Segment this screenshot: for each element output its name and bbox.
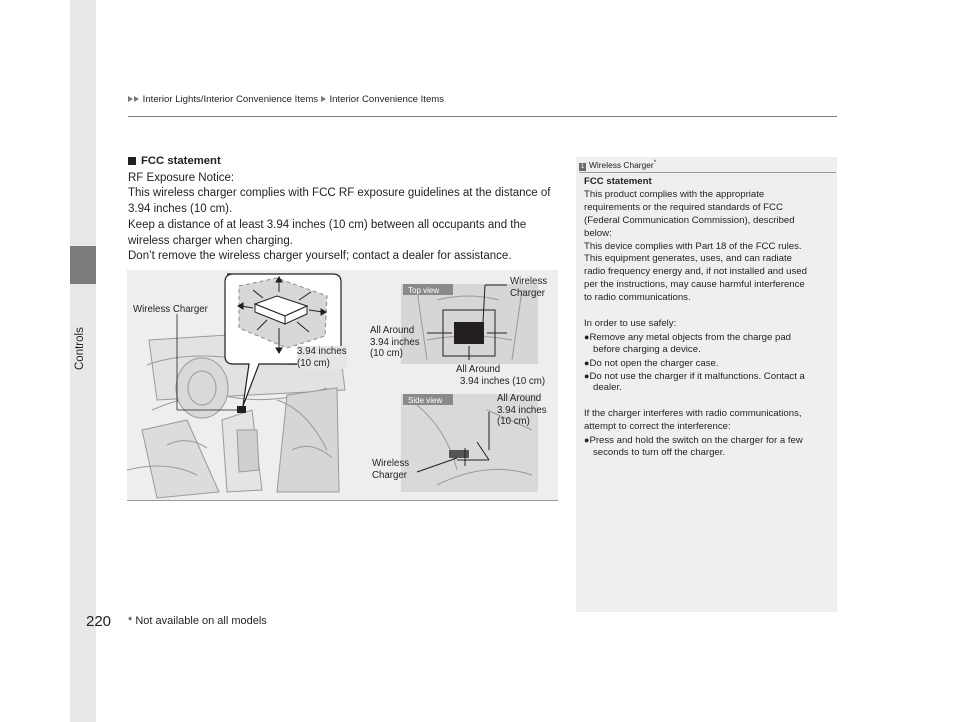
note-line: before charging a device. (593, 343, 701, 355)
charger-illustration (127, 270, 558, 501)
breadcrumb (128, 94, 444, 105)
label-distance-main: 3.94 inches (10 cm) (297, 346, 347, 369)
charger-pad-side (449, 450, 469, 458)
bullet-icon: ● (584, 331, 590, 342)
label-top-wireless-charger: Wireless Charger (510, 276, 548, 299)
note-line: below: (584, 227, 612, 239)
breadcrumb-item[interactable]: Interior Convenience Items (329, 94, 445, 105)
label-top-all-around: All Around 3.94 inches (10 cm) (370, 325, 420, 359)
note-line: This equipment generates, uses, and can radiate (584, 253, 792, 265)
body-text: This wireless charger complies with FCC RF exposure guidelines at the distance of (128, 187, 551, 199)
charger-pad-top (454, 322, 484, 344)
breadcrumb-arrow-icon (321, 96, 326, 102)
page-number: 220 (86, 613, 112, 630)
body-text: RF Exposure Notice: (128, 172, 235, 184)
bullet-icon: ● (584, 370, 590, 381)
note-bullet-item: ●Do not use the charger if it malfunctions. Contact a (584, 370, 805, 382)
note-line: In order to use safely: (584, 317, 677, 329)
note-number-badge: 1 (580, 164, 585, 170)
body-text: wireless charger when charging. (128, 235, 293, 247)
note-bullet-item: ●Press and hold the switch on the charger for a few (584, 435, 803, 446)
note-line: seconds to turn off the charger. (593, 446, 726, 458)
section-square-icon (128, 157, 136, 165)
note-title-divider (579, 172, 836, 173)
note-bullet-item: ●Do not open the charger case. (584, 357, 719, 369)
breadcrumb-arrow-icon (128, 96, 133, 102)
note-title: 1 Wireless Charger* (580, 160, 657, 170)
note-line: to radio communications. (584, 292, 691, 304)
section-heading: FCC statement (128, 155, 221, 167)
note-line: This device complies with Part 18 of the FCC rules. (584, 240, 802, 252)
body-text: Keep a distance of at least 3.94 inches (10 cm) between all occupants and the (128, 219, 527, 231)
charger-pad-main (237, 406, 246, 413)
note-line: If the charger interferes with radio communications, (584, 408, 802, 420)
label-wireless-charger: Wireless Charger (133, 304, 208, 315)
note-bullet-item: ●Remove any metal objects from the charge pad (584, 331, 792, 343)
body-text: 3.94 inches (10 cm). (128, 203, 233, 215)
chapter-tab-marker (70, 246, 96, 284)
header-divider (128, 116, 837, 117)
footnote: * Not available on all models (128, 615, 267, 627)
note-line: dealer. (593, 382, 622, 394)
note-line: per the instructions, may cause harmful interference (584, 279, 805, 291)
chapter-label: Controls (74, 327, 86, 370)
breadcrumb-arrow-icon (134, 96, 139, 102)
note-line: attempt to correct the interference: (584, 421, 731, 433)
bullet-icon: ● (584, 357, 590, 368)
label-side-all-around: All Around 3.94 inches (10 cm) (497, 393, 547, 427)
note-line: requirements or the required standards of FCC (584, 201, 783, 213)
note-line: radio frequency energy and, if not installed and used (584, 266, 807, 278)
top-view-label: Top view (408, 286, 440, 295)
bullet-icon: ● (584, 435, 590, 445)
side-view-label: Side view (408, 396, 443, 405)
body-text: Don’t remove the wireless charger yourself; contact a dealer for assistance. (128, 250, 512, 262)
note-line: FCC statement (584, 176, 652, 187)
breadcrumb-item[interactable]: Interior Lights/Interior Convenience Items (142, 94, 319, 105)
note-line: (Federal Communication Commission), described (584, 214, 795, 226)
note-line: This product complies with the appropriate (584, 188, 765, 200)
label-side-wireless-charger: Wireless Charger (372, 458, 410, 481)
figure-bottom-rule (127, 500, 558, 501)
label-top-bottom-all-around: All Around 3.94 inches (10 cm) (456, 364, 546, 387)
